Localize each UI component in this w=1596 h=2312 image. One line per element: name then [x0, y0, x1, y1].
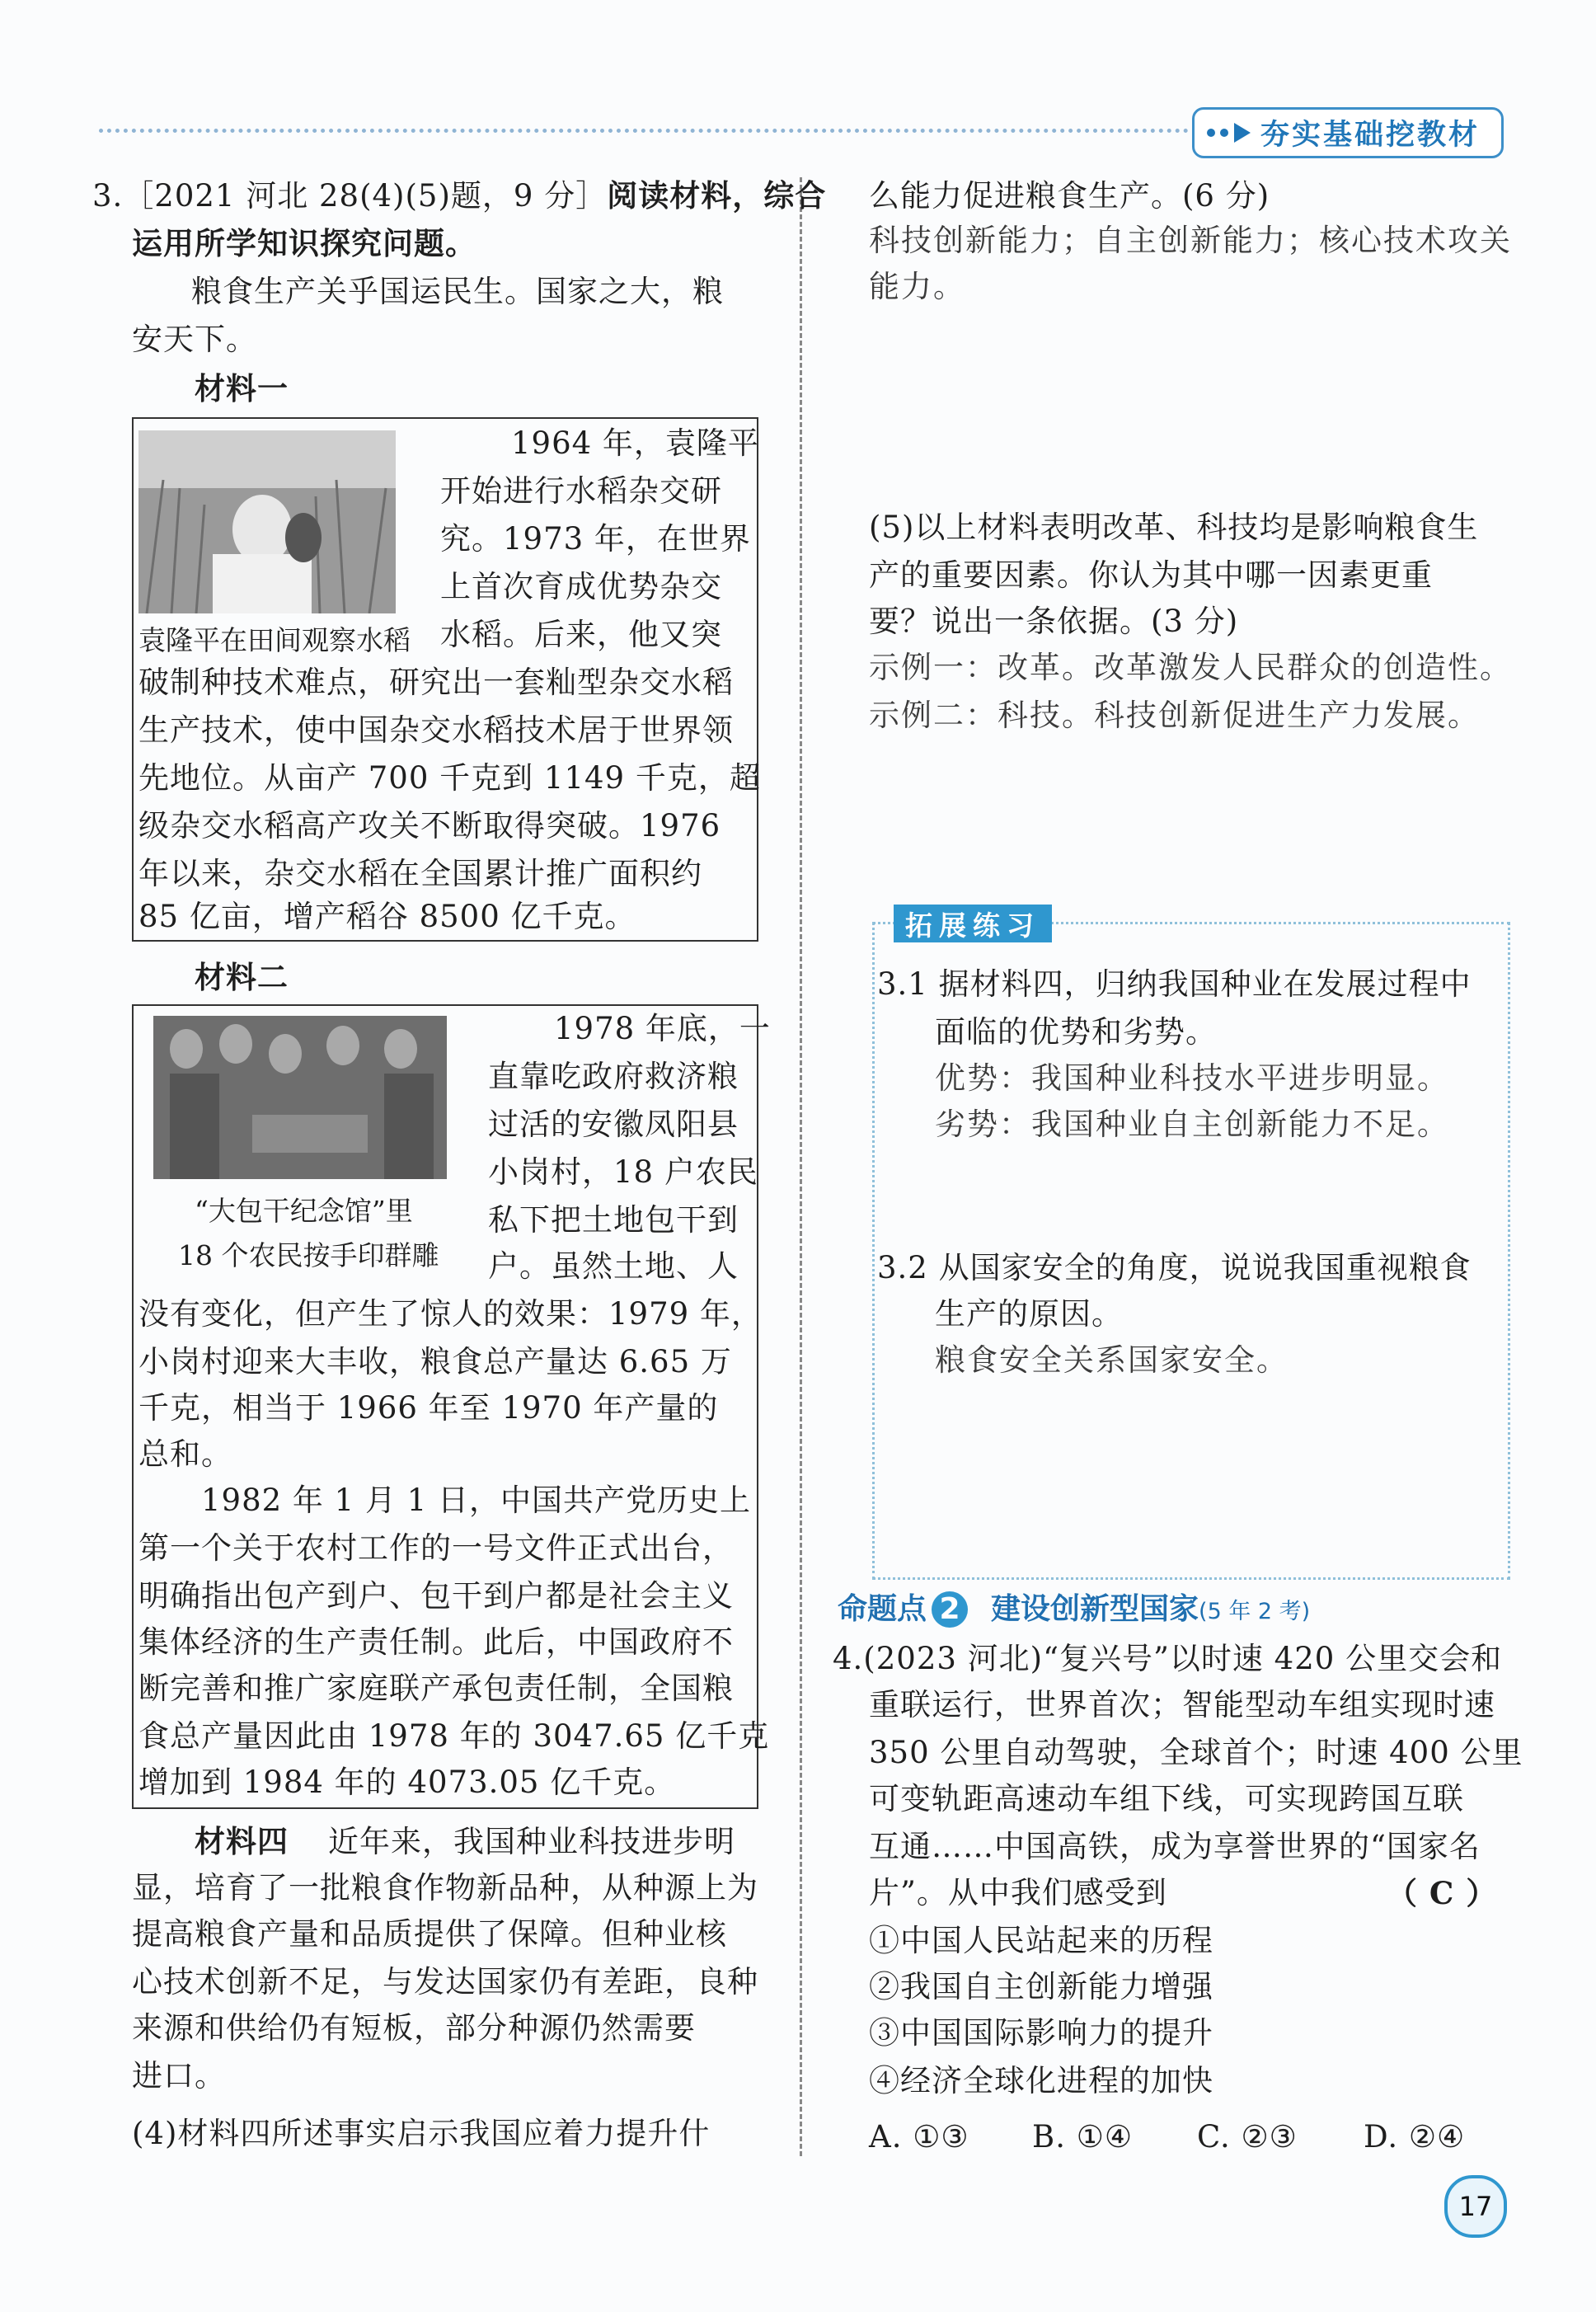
brand-text: 夯实基础挖教材	[1260, 119, 1481, 152]
m4-line-6: 进口。	[132, 2058, 226, 2093]
topic-title: 建设创新型国家	[991, 1592, 1199, 1626]
q4-option-3: ③中国国际影响力的提升	[869, 2015, 1213, 2051]
m1-right-line-2: 开始进行水稻杂交研	[440, 473, 722, 509]
q4-option-4: ④经济全球化进程的加快	[869, 2063, 1213, 2098]
page-number: 17	[1444, 2175, 1507, 2238]
q3-instruction: 阅读材料，综合	[607, 178, 827, 214]
m1-line-5: 年以来，杂交水稻在全国累计推广面积约	[138, 856, 702, 891]
section-brand-label	[1192, 107, 1504, 158]
q3-intro-line1: 粮食生产关乎国运民生。国家之大，粮	[191, 274, 724, 309]
m2-line-9: 断完善和推广家庭联产承包责任制，全国粮	[138, 1671, 734, 1706]
q4-line-3: 350 公里自动驾驶，全球首个；时速 400 公里	[869, 1735, 1523, 1770]
m2-line-6: 第一个关于农村工作的一号文件正式出台，	[138, 1530, 734, 1566]
m4-line-3: 提高粮食产量和品质提供了保障。但种业核	[132, 1916, 727, 1952]
m2-right-line-2: 直靠吃政府救济粮	[488, 1059, 739, 1094]
q4-option-1: ①中国人民站起来的历程	[869, 1923, 1213, 1958]
m2-right-line-6: 户。虽然土地、人	[488, 1248, 739, 1284]
q3-sub5-line3: 要？说出一条依据。(3 分)	[869, 604, 1239, 639]
q3-stem-line2: 运用所学知识探究问题。	[132, 226, 476, 261]
m2-right-line-5: 私下把土地包干到	[488, 1202, 739, 1238]
topic-frequency-note: (5 年 2 考)	[1199, 1599, 1311, 1624]
q4-choice-b: B. ①④	[1032, 2119, 1134, 2155]
material-1-title: 材料一	[195, 371, 289, 406]
q4-line-4: 可变轨距高速动车组下线，可实现跨国互联	[869, 1781, 1464, 1816]
ext-q32-line1: 3.2 从国家安全的角度，说说我国重视粮食	[877, 1250, 1472, 1285]
m2-line-11: 增加到 1984 年的 4073.05 亿千克。	[138, 1765, 676, 1800]
m2-line-1: 没有变化，但产生了惊人的效果：1979 年，	[138, 1296, 763, 1332]
q3-sub5-line1: (5)以上材料表明改革、科技均是影响粮食生	[869, 510, 1479, 545]
m2-right-line-1: 1978 年底，一	[554, 1011, 771, 1046]
material-2-caption-1: “大包干纪念馆”里	[195, 1195, 413, 1227]
q4-option-2: ②我国自主创新能力增强	[869, 1969, 1213, 2004]
q3-stem-line1	[92, 173, 826, 219]
ext-a31-line2: 劣势：我国种业自主创新能力不足。	[935, 1107, 1449, 1142]
material-1-caption: 袁隆平在田间观察水稻	[138, 624, 411, 656]
extension-practice-label: 拓展练习	[894, 905, 1052, 942]
m1-line-4: 级杂交水稻高产攻关不断取得突破。1976	[138, 808, 721, 844]
m1-line-1: 破制种技术难点，研究出一套籼型杂交水稻	[138, 665, 734, 700]
double-arrow-icon	[1203, 116, 1260, 149]
q4-choice-a: A. ①③	[869, 2119, 969, 2155]
m2-line-4: 总和。	[138, 1436, 232, 1472]
ext-a32: 粮食安全关系国家安全。	[935, 1342, 1289, 1378]
q4-choice-d: D. ②④	[1364, 2119, 1466, 2155]
q3-sub4-line2: 么能力促进粮食生产。(6 分)	[869, 178, 1270, 214]
m2-right-line-3: 过活的安徽凤阳县	[488, 1107, 739, 1142]
m1-right-line-3: 究。1973 年，在世界	[440, 521, 751, 557]
m1-right-line-1: 1964 年，袁隆平	[511, 425, 759, 461]
m1-line-6: 85 亿亩，增产稻谷 8500 亿千克。	[138, 899, 636, 934]
m2-line-2: 小岗村迎来大丰收，粮食总产量达 6.65 万	[138, 1344, 732, 1379]
m1-line-2: 生产技术，使中国杂交水稻技术居于世界领	[138, 712, 734, 748]
m1-line-3: 先地位。从亩产 700 千克到 1149 千克，超	[138, 760, 761, 796]
m4-line-5: 来源和供给仍有短板，部分种源仍然需要	[132, 2010, 696, 2046]
q4-choice-c: C. ②③	[1197, 2119, 1298, 2155]
m2-right-line-4: 小岗村，18 户农民	[488, 1154, 758, 1190]
topic-number-badge: 2	[932, 1591, 968, 1628]
topic-prefix: 命题点	[838, 1592, 927, 1626]
material-2-title: 材料二	[195, 960, 289, 995]
m1-right-line-4: 上首次育成优势杂交	[440, 569, 722, 604]
ext-a31-line1: 优势：我国种业科技水平进步明显。	[935, 1060, 1449, 1096]
answer-4-line1: 科技创新能力；自主创新能力；核心技术攻关	[869, 223, 1512, 258]
m2-line-8: 集体经济的生产责任制。此后，中国政府不	[138, 1624, 734, 1660]
q3-sub5-line2: 产的重要因素。你认为其中哪一因素更重	[869, 557, 1433, 593]
material-4-title: 材料四	[195, 1824, 289, 1859]
material-2-caption-2: 18 个农民按手印群雕	[178, 1239, 439, 1271]
q4-line-5: 互通……中国高铁，成为享誉世界的“国家名	[869, 1829, 1481, 1864]
ext-q31-line2: 面临的优势和劣势。	[935, 1014, 1217, 1050]
m4-line-1: 近年来，我国种业科技进步明	[297, 1824, 735, 1859]
m2-line-5: 1982 年 1 月 1 日，中国共产党历史上	[138, 1483, 752, 1518]
answer-4-line2: 能力。	[869, 269, 965, 304]
ext-q32-line2: 生产的原因。	[935, 1296, 1123, 1332]
answer-5-line1: 示例一：改革。改革激发人民群众的创造性。	[869, 650, 1512, 685]
q4-answer-bracket: （ C ）	[1387, 1875, 1498, 1911]
topic-point-heading	[838, 1586, 1310, 1635]
rice-field-photo	[138, 430, 396, 613]
header-dotted-rule	[99, 129, 1189, 133]
column-divider	[800, 177, 802, 2156]
m1-right-line-5: 水稻。后来，他又突	[440, 617, 722, 652]
m4-line-4: 心技术创新不足，与发达国家仍有差距，良种	[132, 1964, 758, 2000]
sculpture-photo	[153, 1016, 447, 1179]
m4-line-2: 显，培育了一批粮食作物新品种，从种源上为	[132, 1870, 758, 1906]
m2-line-3: 千克，相当于 1966 年至 1970 年产量的	[138, 1390, 719, 1426]
m2-line-10: 食总产量因此由 1978 年的 3047.65 亿千克	[138, 1718, 770, 1754]
q4-line-6: 片”。从中我们感受到	[869, 1875, 1167, 1910]
q4-line-1: 4.(2023 河北)“复兴号”以时速 420 公里交会和	[833, 1641, 1503, 1676]
m2-line-7: 明确指出包产到户、包干到户都是社会主义	[138, 1578, 734, 1614]
answer-5-line2: 示例二：科技。科技创新促进生产力发展。	[869, 698, 1480, 733]
q4-line-2: 重联运行，世界首次；智能型动车组实现时速	[869, 1687, 1495, 1722]
ext-q31-line1: 3.1 据材料四，归纳我国种业在发展过程中	[877, 966, 1472, 1002]
q3-source: 3.［2021 河北 28(4)(5)题，9 分］	[92, 178, 608, 214]
q3-sub4-line1: (4)材料四所述事实启示我国应着力提升什	[132, 2116, 711, 2151]
q3-intro-line2: 安天下。	[132, 322, 257, 357]
